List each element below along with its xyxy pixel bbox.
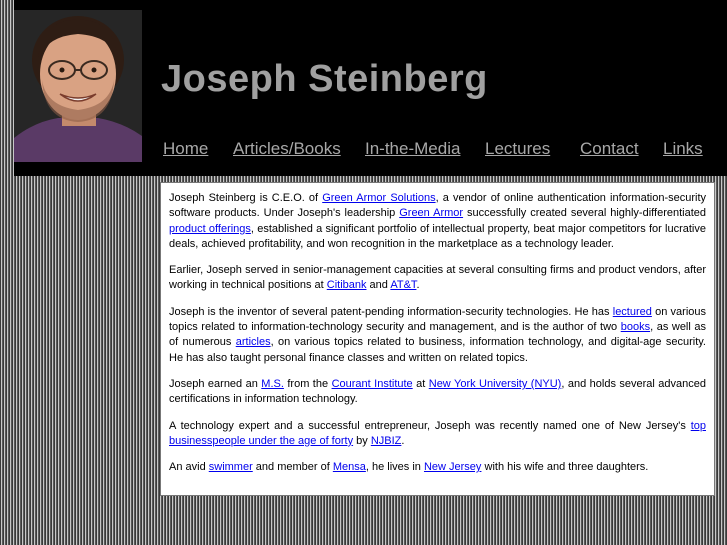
paragraph-text: , he lives in <box>365 461 424 474</box>
site-title: Joseph Steinberg <box>161 58 488 100</box>
inline-link[interactable]: New Jersey <box>423 461 482 474</box>
paragraph-text: , on various topics related to business, information technology, and digital-age security. He has also taught personal finance classes and written on related topics. <box>169 336 706 364</box>
paragraph-text: , a vendor of online authentication information-security software products. Under Joseph's leadership <box>169 192 707 220</box>
paragraph-text: An avid <box>169 461 209 474</box>
inline-link[interactable]: books <box>620 321 651 334</box>
nav-contact[interactable]: Contact <box>580 139 639 158</box>
paragraph-text: and member of <box>252 461 333 474</box>
inline-link[interactable]: Green Armor <box>399 207 464 220</box>
bio-paragraph <box>169 305 706 366</box>
bio-paragraph <box>169 419 706 450</box>
nav-articles-books[interactable]: Articles/Books <box>233 139 341 158</box>
portrait-illustration <box>14 10 142 162</box>
bio-paragraph <box>169 191 706 252</box>
paragraph-text: . <box>416 279 420 292</box>
nav-links[interactable]: Links <box>663 139 703 158</box>
paragraph-text: and <box>366 279 391 292</box>
inline-link[interactable]: product offerings <box>169 222 251 235</box>
paragraph-text: Joseph earned an <box>169 377 262 390</box>
paragraph-text: successfully created several highly-differentiated <box>463 207 707 220</box>
paragraph-text: at <box>412 377 429 390</box>
paragraph-text: with his wife and three daughters. <box>481 461 649 474</box>
bio-paragraph <box>169 460 706 475</box>
paragraph-text: , and holds several advanced certifications in information technology. <box>169 377 706 406</box>
paragraph-text: , as well as of numerous <box>169 321 707 349</box>
nav-home[interactable]: Home <box>163 139 209 158</box>
inline-link[interactable]: lectured <box>612 305 652 318</box>
inline-link[interactable]: NJBIZ <box>370 434 402 447</box>
inline-link[interactable]: Mensa <box>332 461 366 474</box>
paragraph-text: Joseph is the inventor of several patent-pending information-security technologies. He has <box>169 305 613 318</box>
inline-link[interactable]: Green Armor Solutions <box>322 192 436 204</box>
inline-link[interactable]: Citibank <box>326 279 367 292</box>
paragraph-text: on various topics related to information-technology security and management, and is the author of two <box>169 305 706 334</box>
inline-link[interactable]: New York University (NYU) <box>428 377 562 390</box>
bio-content <box>160 182 715 496</box>
paragraph-text: from the <box>283 377 332 390</box>
inline-link[interactable]: AT&T <box>390 279 417 292</box>
main-nav <box>163 139 723 161</box>
paragraph-text: Earlier, Joseph served in senior-management capacities at several consulting firms and product vendors, after working in technical positions at <box>169 264 706 292</box>
bio-paragraph <box>169 263 706 294</box>
nav-in-the-media[interactable]: In-the-Media <box>365 139 461 158</box>
inline-link[interactable]: swimmer <box>208 461 253 474</box>
paragraph-text: by <box>353 434 371 447</box>
inline-link[interactable]: Courant Institute <box>331 377 413 390</box>
paragraph-text: . <box>401 434 405 447</box>
bio-paragraph <box>169 377 706 408</box>
paragraph-text: , established a significant portfolio of intellectual property, beat major competitors for lucrative deals, achieved profitability, and won recognition in the marketplace as a technology leader. <box>169 222 706 250</box>
inline-link[interactable]: articles <box>235 336 271 349</box>
portrait-photo <box>14 10 142 162</box>
inline-link[interactable]: top businesspeople under the age of forty <box>169 419 706 447</box>
paragraph-text: A technology expert and a successful entrepreneur, Joseph was recently named one of New Jersey's <box>169 419 691 432</box>
paragraph-text: Joseph Steinberg is C.E.O. of <box>169 192 323 204</box>
inline-link[interactable]: M.S. <box>261 377 284 390</box>
nav-lectures[interactable]: Lectures <box>485 139 551 158</box>
